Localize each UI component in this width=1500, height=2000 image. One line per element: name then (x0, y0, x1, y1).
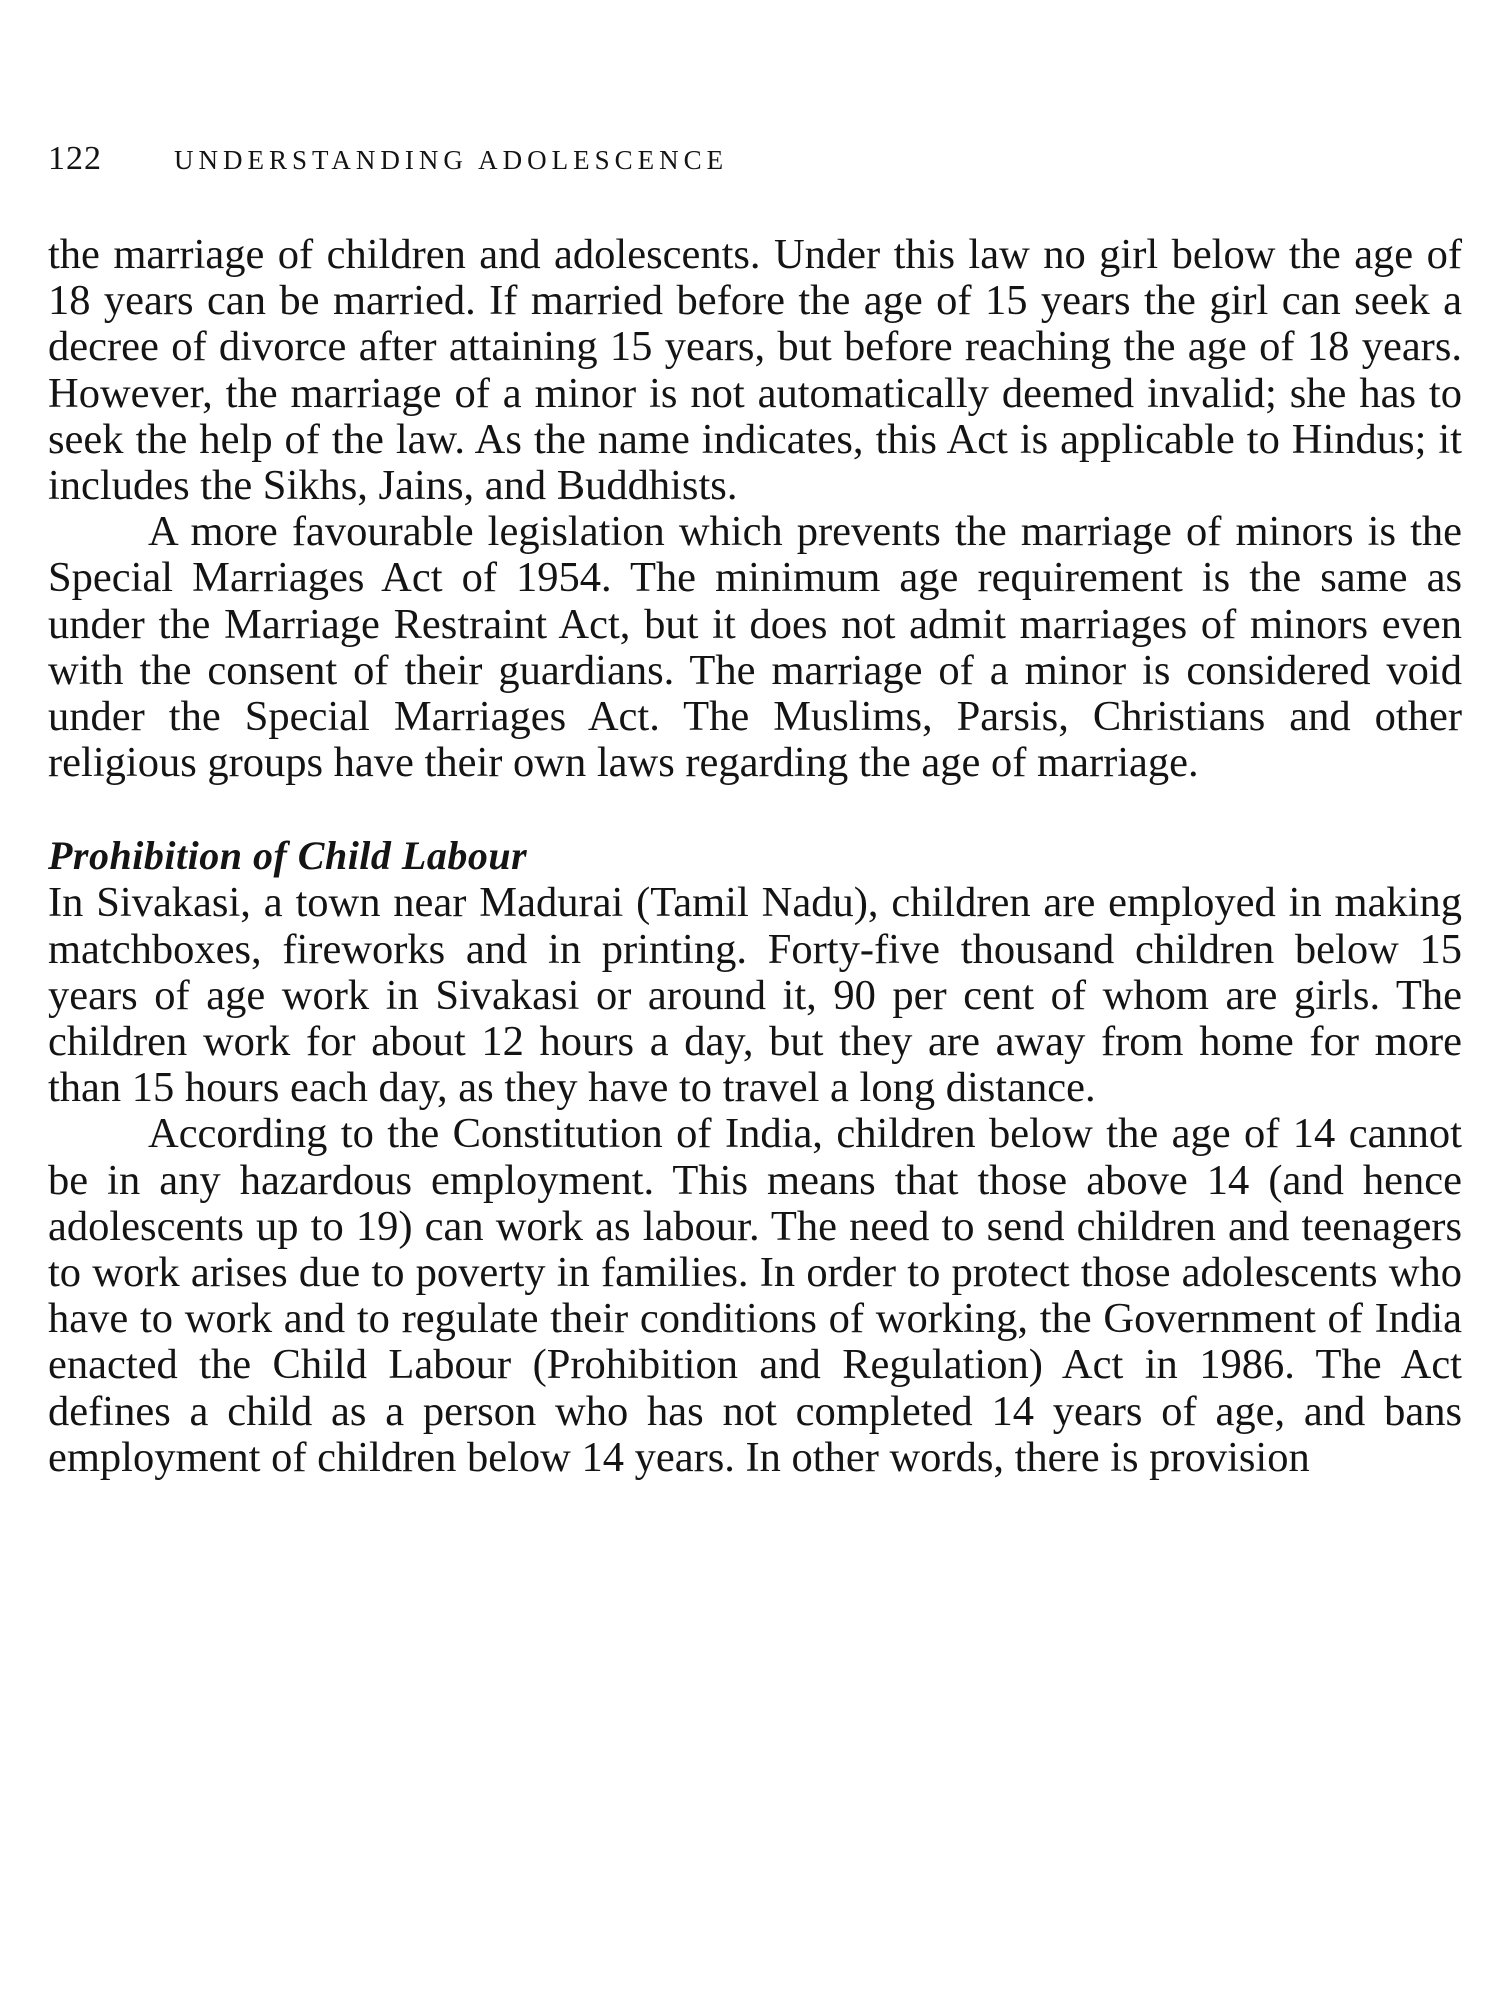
section-heading: Prohibition of Child Labour (48, 833, 528, 879)
running-title: UNDERSTANDING ADOLESCENCE (174, 145, 729, 175)
running-header (48, 140, 728, 178)
page-number: 122 (48, 140, 102, 177)
paragraph-special-marriages-act: A more favourable legislation which prevents the marriage of minors is the Special Marriages Act of 1954. The minimum age requirement is the same as under the Marriage Restraint Act, but it does not admit marriages of minors even with the consent of their guardians. The marriage of a minor is considered void under the Special Marriages Act. The Muslims, Parsis, Christians and other religious groups have their own laws regarding the age of marriage. (48, 508, 1462, 787)
paragraph-sivakasi: In Sivakasi, a town near Madurai (Tamil Nadu), children are employed in making matchboxes, fireworks and in printing. Forty-five thousand children below 15 years of age work in Sivakasi or around it, 90 per cent of whom are girls. The children work for about 12 hours a day, but they are away from home for more than 15 hours each day, as they have to travel a long distance. (48, 879, 1462, 1112)
body-text (48, 232, 1462, 1481)
paragraph-hindu-marriage-law: the marriage of children and adolescents. Under this law no girl below the age of 18 years can be married. If married before the age of 15 years the girl can seek a decree of divorce after attaining 15 years, but before reaching the age of 18 years. However, the marriage of a minor is not automatically deemed invalid; she has to seek the help of the law. As the name indicates, this Act is applicable to Hindus; it includes the Sikhs, Jains, and Buddhists. (48, 231, 1462, 510)
paragraph-constitution: According to the Constitution of India, children below the age of 14 cannot be in any hazardous employment. This means that those above 14 (and hence adolescents up to 19) can work as labour. The need to send children and teenagers to work arises due to poverty in families. In order to protect those adolescents who have to work and to regulate their conditions of working, the Government of India enacted the Child Labour (Prohibition and Regulation) Act in 1986. The Act defines a child as a person who has not completed 14 years of age, and bans employment of children below 14 years. In other words, there is provision (48, 1110, 1462, 1481)
